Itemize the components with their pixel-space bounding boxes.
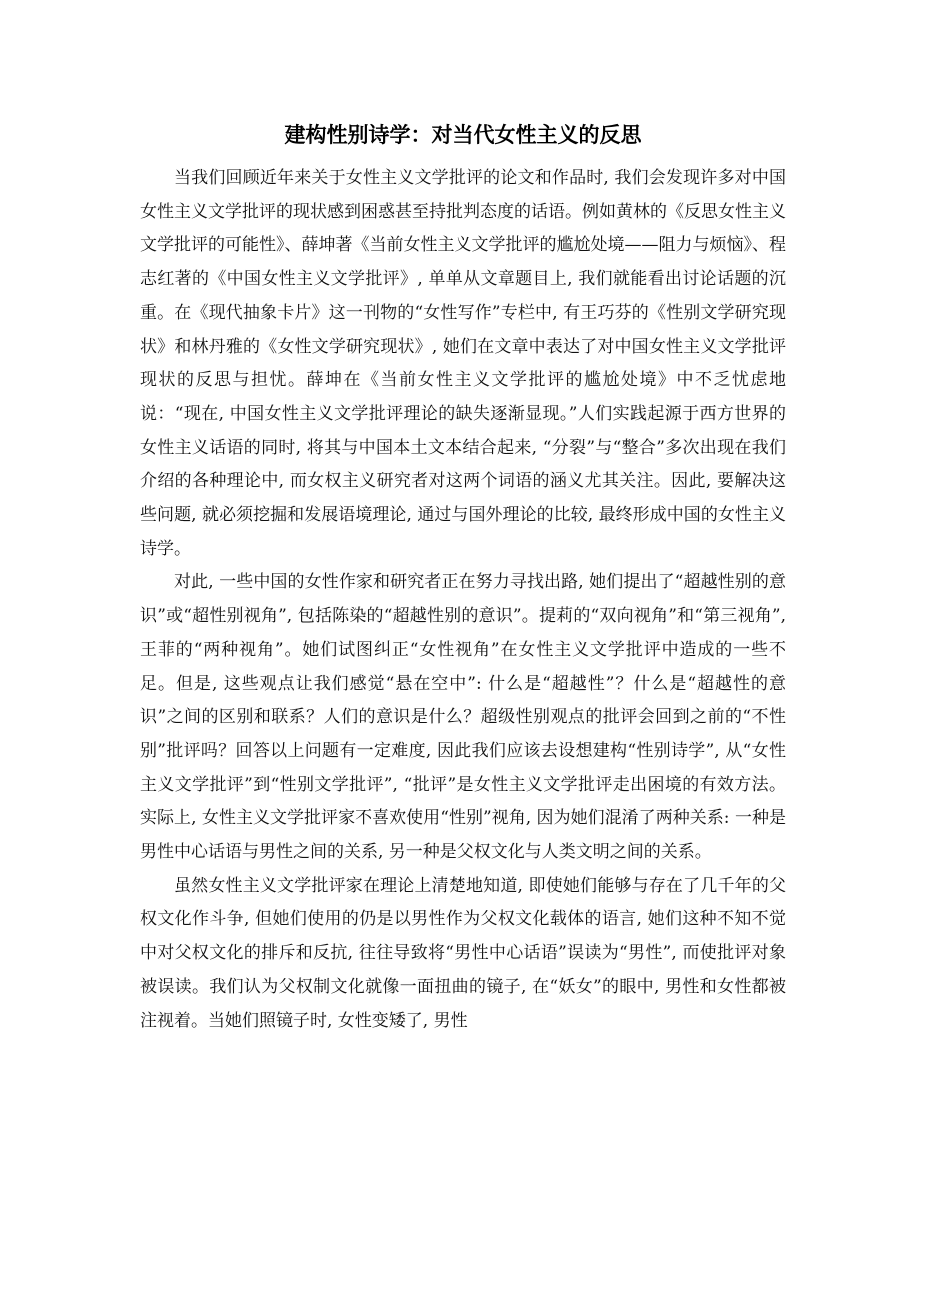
document-title: 建构性别诗学：对当代女性主义的反思 bbox=[284, 123, 642, 147]
paragraph: 对此, 一些中国的女性作家和研究者正在努力寻找出路, 她们提出了“超越性别的意识”或“超性别视角”, 包括陈染的“超越性别的意识”。提莉的“双向视角”和“第三视角”, 王菲的“两种视角”。她们试图纠正“女性视角”在女性主义文学批评中造成的一些不足。但是, 这些观点让我们感觉“悬在空中”: 什么是“超越性”？什么是“超越性的意识”之间的区别和联系？人们的意识是什么？超级性别观点的批评会回到之前的“不性别”批评吗？回答以上问题有一定难度, 因此我们应该去设想建构“性别诗学”, 从“女性主义文学批评”到“性别文学批评”, “批评”是女性主义文学批评走出困境的有效方法。实际上, 女性主义文学批评家不喜欢使用“性别”视角, 因为她们混淆了两种关系: 一种是男性中心话语与男性之间的关系, 另一种是父权文化与人类文明之间的关系。 bbox=[140, 572, 786, 863]
paragraph: 当我们回顾近年来关于女性主义文学批评的论文和作品时, 我们会发现许多对中国女性主义文学批评的现状感到困惑甚至持批判态度的话语。例如黄林的《反思女性主义文学批评的可能性》、薛坤著《当前女性主义文学批评的尴尬处境——阻力与烦恼》、程志红著的《中国女性主义文学批评》, 单单从文章题目上, 我们就能看出讨论话题的沉重。在《现代抽象卡片》这一刊物的“女性写作”专栏中, 有王巧芬的《性别文学研究现状》和林丹雅的《女性文学研究现状》, 她们在文章中表达了对中国女性主义文学批评现状的反思与担忧。薛坤在《当前女性主义文学批评的尴尬处境》中不乏忧虑地说：“现在, 中国女性主义文学批评理论的缺失逐渐显现。”人们实践起源于西方世界的女性主义话语的同时, 将其与中国本土文本结合起来, “分裂”与“整合”多次出现在我们介绍的各种理论中, 而女权主义研究者对这两个词语的涵义尤其关注。因此, 要解决这些问题, 就必须挖掘和发展语境理论, 通过与国外理论的比较, 最终形成中国的女性主义诗学。 bbox=[140, 168, 786, 559]
document-body bbox=[140, 162, 786, 1038]
paragraph: 虽然女性主义文学批评家在理论上清楚地知道, 即使她们能够与存在了几千年的父权文化作斗争, 但她们使用的仍是以男性作为父权文化载体的语言, 她们这种不知不觉中对父权文化的排斥和反抗, 往往导致将“男性中心话语”误读为“男性”, 而使批评对象被误读。我们认为父权制文化就像一面扭曲的镜子, 在“妖女”的眼中, 男性和女性都被注视着。当她们照镜子时, 女性变矮了, 男性 bbox=[140, 875, 786, 1031]
